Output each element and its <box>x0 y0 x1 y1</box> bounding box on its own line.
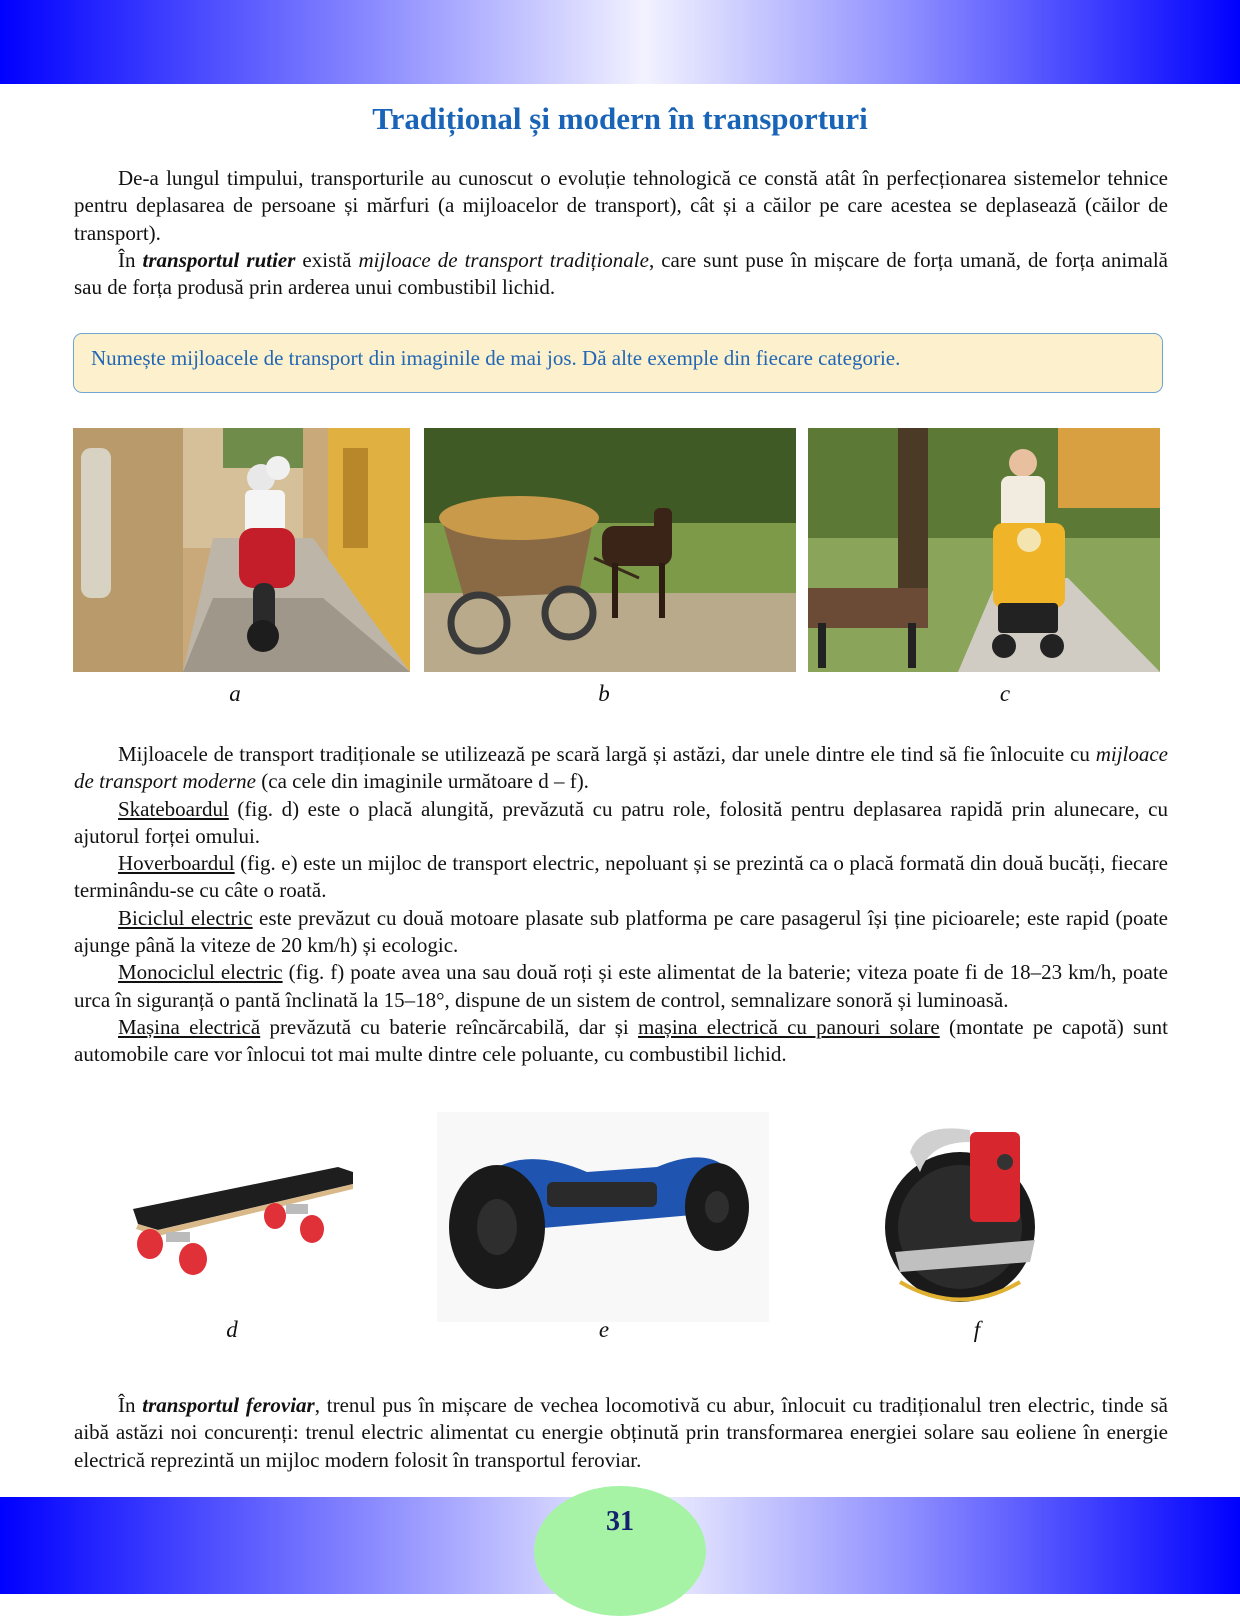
figure-caption-f: f <box>973 1317 981 1342</box>
electric-unicycle-photo <box>880 1112 1060 1322</box>
term-electric-car: Mașina electrică <box>118 1014 261 1039</box>
modern-transport-text <box>74 741 1168 1069</box>
horse-cart-photo <box>424 428 796 672</box>
figure-caption-b: b <box>598 681 610 706</box>
term-electric-unicycle: Monociclul electric <box>118 960 283 985</box>
term-modern-means: mijloace de transport moderne <box>74 742 1168 794</box>
intro-text <box>74 165 1168 301</box>
hoverboard-photo <box>437 1112 769 1322</box>
skateboard-photo <box>78 1112 390 1322</box>
term-skateboard: Skateboardul <box>118 796 229 821</box>
term-hoverboard: Hoverboardul <box>118 851 235 876</box>
skateboard-paragraph: Skateboardul (fig. d) este o placă alungită, prevăzută cu patru role, folosită pentru deplasarea rapidă prin alunecare, cu ajutorul forței omului. <box>74 796 1168 848</box>
page-title: Tradițional și modern în transporturi <box>372 101 868 136</box>
term-rail-transport: transportul feroviar <box>142 1393 315 1417</box>
task-box: Numește mijloacele de transport din imaginile de mai jos. Dă alte exemple din fiecare categorie. <box>73 333 1163 393</box>
figure-caption-a: a <box>229 681 241 706</box>
term-solar-car: mașina electrică cu panouri solare <box>638 1014 940 1039</box>
page-number-badge <box>534 1486 706 1616</box>
term-traditional-means: mijloace de transport tradiționale <box>358 247 649 272</box>
stroller-park-photo <box>808 428 1160 672</box>
header-band <box>0 0 1240 84</box>
modern-intro-paragraph: Mijloacele de transport tradiționale se utilizează pe scară largă și astăzi, dar unele dintre ele tind să fie înlocuite cu mijloace de transport moderne (ca cele din imaginile următoare d – f). <box>74 742 1168 794</box>
term-electric-bike: Biciclul electric <box>118 905 253 930</box>
hoverboard-paragraph: Hoverboardul (fig. e) este un mijloc de transport electric, nepoluant și se prezintă ca o placă formată din două bucăți, fiecare terminându-se cu câte o roată. <box>74 851 1168 903</box>
term-road-transport: transportul rutier <box>142 247 296 272</box>
rail-paragraph: În transportul feroviar, trenul pus în mișcare de vechea locomotivă cu abur, înlocuit cu tradiționalul tren electric, tinde să aibă astăzi noi concurenți: trenul electric alimentat cu energie obținută prin transformarea energiei solare sau eoliene în energie electrică reprezintă un mijloc modern folosit în transportul feroviar. <box>74 1393 1168 1472</box>
electric-bike-paragraph: Biciclul electric este prevăzut cu două motoare plasate sub platforma pe care pasagerul își ține picioarele; este rapid (poate ajunge până la viteze de 20 km/h) și ecologic. <box>74 905 1168 958</box>
page-number: 31 <box>606 1506 634 1537</box>
road-transport-paragraph: În transportul rutier există mijloace de transport tradiționale, care sunt puse în mișcare de forța umană, de forța animală sau de forța produsă prin arderea unui combustibil lichid. <box>74 247 1169 300</box>
figure-caption-d: d <box>226 1317 238 1342</box>
figure-caption-e: e <box>598 1317 610 1342</box>
intro-paragraph: De-a lungul timpului, transporturile au cunoscut o evoluție tehnologică ce constă atât în perfecționarea sistemelor tehnice pentru deplasarea de persoane și mărfuri (a mijloacelor de transport), cât și a căilor pe care acestea se deplasează (căilor de transport). <box>74 166 1168 245</box>
unicycle-paragraph: Monociclul electric (fig. f) poate avea una sau două roți și este alimentat de la baterie; viteza poate fi de 18–23 km/h, poate urca în siguranță o pantă înclinată la 15–18°, dispune de un sistem de control, semnalizare sonoră și luminoasă. <box>74 960 1168 1012</box>
rail-transport-text <box>74 1392 1168 1474</box>
scooter-couple-photo <box>73 428 410 672</box>
electric-car-paragraph: Mașina electrică prevăzută cu baterie reîncărcabilă, dar și mașina electrică cu panouri solare (montate pe capotă) sunt automobile care vor înlocui tot mai multe dintre cele poluante, cu combustibil lichid. <box>74 1014 1169 1067</box>
figure-caption-c: c <box>999 681 1011 706</box>
